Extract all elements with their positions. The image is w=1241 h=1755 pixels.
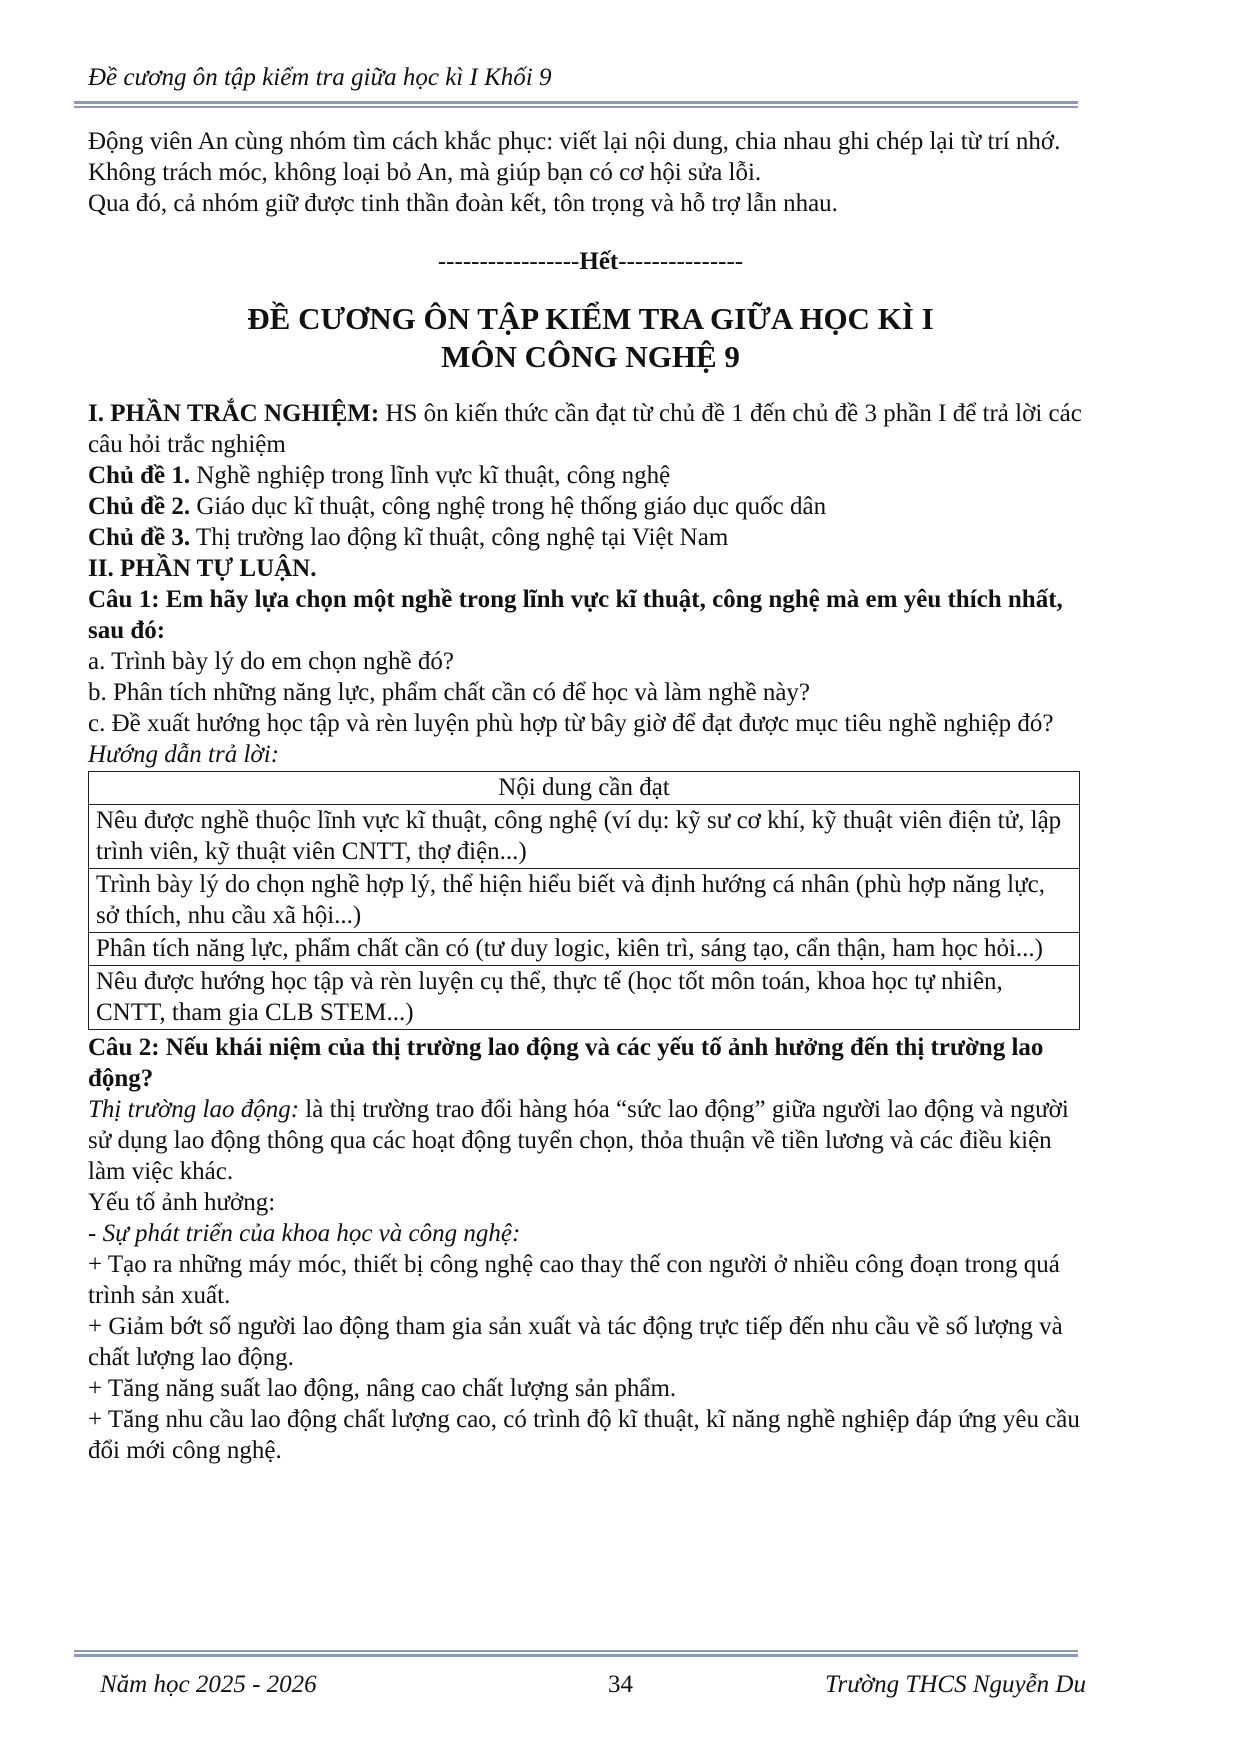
question-1-item: c. Đề xuất hướng học tập và rèn luyện phù hợp từ bây giờ để đạt được mục tiêu nghề nghiệp đó? <box>88 710 1054 737</box>
table-header-row <box>89 772 1080 805</box>
end-marker-dashes-left: ----------------- <box>437 248 580 275</box>
topic-item <box>88 460 1093 491</box>
part2-heading-text: II. PHẦN TỰ LUẬN. <box>88 555 317 582</box>
topic-text: Thị trường lao động kĩ thuật, công nghệ tại Việt Nam <box>190 524 729 551</box>
answer-table <box>88 771 1080 1030</box>
table-header-cell: Nội dung cần đạt <box>89 772 1080 805</box>
document-title-line2: MÔN CÔNG NGHỆ 9 <box>441 339 740 374</box>
factor-point: + Tạo ra những máy móc, thiết bị công nghệ cao thay thế con người ở nhiều công đoạn trong quá trình sản xuất. <box>88 1251 1060 1309</box>
footer-rule-thin <box>74 1650 1078 1652</box>
footer-rule-thick <box>74 1654 1078 1657</box>
part1-text: HS ôn kiến thức cần đạt từ chủ đề 1 đến chủ đề 3 phần I để trả lời các câu hỏi trắc nghiệm <box>88 400 1082 458</box>
end-marker-word: Hết <box>579 248 619 275</box>
page-content <box>88 126 1093 1466</box>
question-2 <box>88 1032 1093 1094</box>
question-1 <box>88 584 1093 646</box>
factor-heading <box>88 1218 1093 1249</box>
question-2-text: Câu 2: Nếu khái niệm của thị trường lao động và các yếu tố ảnh hưởng đến thị trường lao động? <box>88 1034 1044 1092</box>
part1-heading: I. PHẦN TRẮC NGHIỆM: <box>88 400 380 427</box>
header-rule-thick <box>74 101 1078 104</box>
table-row <box>89 869 1080 933</box>
intro-paragraph: Động viên An cùng nhóm tìm cách khắc phục: viết lại nội dung, chia nhau ghi chép lại từ trí nhớ. <box>88 128 1061 155</box>
question-1-item: a. Trình bày lý do em chọn nghề đó? <box>88 648 454 675</box>
end-marker-dashes-right: --------------- <box>618 248 744 275</box>
intro-paragraph: Qua đó, cả nhóm giữ được tinh thần đoàn kết, tôn trọng và hỗ trợ lẫn nhau. <box>88 190 838 217</box>
table-row <box>89 805 1080 869</box>
topic-text: Giáo dục kĩ thuật, công nghệ trong hệ thống giáo dục quốc dân <box>190 493 827 520</box>
document-title-line1: ĐỀ CƯƠNG ÔN TẬP KIỂM TRA GIỮA HỌC KÌ I <box>247 301 934 336</box>
end-marker <box>88 246 1093 277</box>
topic-label: Chủ đề 3. <box>88 524 191 551</box>
factor-heading-text: - Sự phát triển của khoa học và công nghệ: <box>88 1220 521 1247</box>
definition-paragraph <box>88 1094 1093 1187</box>
topic-text: Nghề nghiệp trong lĩnh vực kĩ thuật, công nghệ <box>190 462 671 489</box>
part1-paragraph <box>88 398 1093 460</box>
table-cell: Phân tích năng lực, phẩm chất cần có (tư duy logic, kiên trì, sáng tạo, cẩn thận, ham học hỏi...) <box>89 933 1080 966</box>
table-cell: Trình bày lý do chọn nghề hợp lý, thể hiện hiểu biết và định hướng cá nhân (phù hợp năng lực, sở thích, nhu cầu xã hội...) <box>89 869 1080 933</box>
page-number: 34 <box>608 1671 633 1698</box>
topic-label: Chủ đề 2. <box>88 493 191 520</box>
header-rule-thin <box>74 106 1078 108</box>
table-row <box>89 966 1080 1030</box>
topic-item <box>88 491 1093 522</box>
footer-school-year: Năm học 2025 - 2026 <box>100 1671 317 1698</box>
table-cell: Nêu được hướng học tập và rèn luyện cụ thể, thực tế (học tốt môn toán, khoa học tự nhiên, CNTT, tham gia CLB STEM...) <box>89 966 1080 1030</box>
factor-point: + Giảm bớt số người lao động tham gia sản xuất và tác động trực tiếp đến nhu cầu về số lượng và chất lượng lao động. <box>88 1313 1063 1371</box>
answer-guide-label <box>88 739 1093 770</box>
topic-label: Chủ đề 1. <box>88 462 191 489</box>
table-cell: Nêu được nghề thuộc lĩnh vực kĩ thuật, công nghệ (ví dụ: kỹ sư cơ khí, kỹ thuật viên điện tử, lập trình viên, kỹ thuật viên CNTT, thợ điện...) <box>89 805 1080 869</box>
factor-point: + Tăng nhu cầu lao động chất lượng cao, có trình độ kĩ thuật, kĩ năng nghề nghiệp đáp ứng yêu cầu đổi mới công nghệ. <box>88 1406 1080 1464</box>
answer-guide-label-text: Hướng dẫn trả lời: <box>88 741 280 768</box>
part2-heading <box>88 553 1093 584</box>
factors-label: Yếu tố ảnh hưởng: <box>88 1189 276 1216</box>
table-row <box>89 933 1080 966</box>
topic-item <box>88 522 1093 553</box>
definition-term: Thị trường lao động: <box>88 1096 300 1123</box>
footer-school-name: Trường THCS Nguyễn Du <box>824 1671 1086 1698</box>
question-1-item: b. Phân tích những năng lực, phẩm chất cần có để học và làm nghề này? <box>88 679 811 706</box>
intro-paragraph: Không trách móc, không loại bỏ An, mà giúp bạn có cơ hội sửa lỗi. <box>88 159 762 186</box>
question-1-text: Câu 1: Em hãy lựa chọn một nghề trong lĩnh vực kĩ thuật, công nghệ mà em yêu thích nhất, sau đó: <box>88 586 1063 644</box>
running-header: Đề cương ôn tập kiểm tra giữa học kì I Khối 9 <box>88 64 552 91</box>
factor-point: + Tăng năng suất lao động, nâng cao chất lượng sản phẩm. <box>88 1375 677 1402</box>
definition-text: là thị trường trao đổi hàng hóa “sức lao động” giữa người lao động và người sử dụng lao động thông qua các hoạt động tuyển chọn, thỏa thuận về tiền lương và các điều kiện làm việc khác. <box>88 1096 1069 1185</box>
